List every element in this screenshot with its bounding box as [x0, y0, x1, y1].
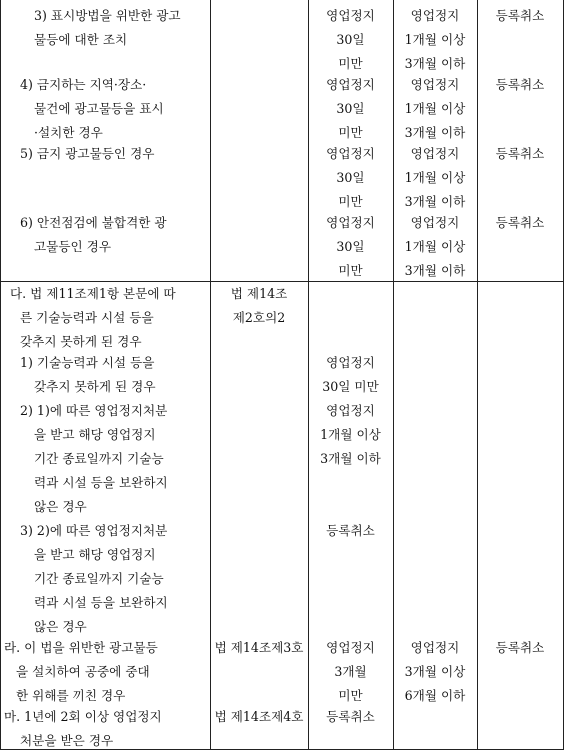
violation-description-line: 않은 경우	[34, 499, 87, 514]
third-violation-penalty: 등록취소	[495, 146, 545, 161]
violation-description-line: 고물등인 경우	[34, 239, 111, 254]
violation-description-line: 6) 안전점검에 불합격한 광	[20, 215, 167, 230]
violation-description-line: 갖추지 못하게 된 경우	[20, 334, 142, 349]
first-violation-penalty: 미만	[338, 194, 363, 209]
second-violation-penalty: 1개월 이상	[404, 32, 466, 47]
second-violation-penalty: 3개월 이하	[404, 125, 466, 140]
violation-description-line: 한 위해를 끼친 경우	[16, 688, 126, 703]
violation-description-line: 력과 시설 등을 보완하지	[34, 595, 168, 610]
violation-description-line: 마. 1년에 2회 이상 영업정지	[4, 709, 162, 724]
third-violation-penalty: 등록취소	[495, 215, 545, 230]
first-violation-penalty: 3개월	[334, 664, 367, 679]
first-violation-penalty: 영업정지	[326, 403, 375, 418]
violation-description-line: 른 기술능력과 시설 등을	[20, 310, 154, 325]
first-violation-penalty: 미만	[338, 688, 363, 703]
legal-basis-line: 법 제14조제3호	[214, 640, 304, 655]
violation-description-line: 력과 시설 등을 보완하지	[34, 475, 168, 490]
violation-description-line: 2) 1)에 따른 영업정지처분	[20, 403, 168, 418]
second-violation-penalty: 3개월 이하	[404, 194, 466, 209]
second-violation-penalty: 영업정지	[410, 146, 460, 161]
third-violation-penalty: 등록취소	[495, 640, 545, 655]
first-violation-penalty: 미만	[338, 263, 363, 278]
first-violation-penalty: 영업정지	[326, 77, 375, 92]
violation-description-line: 5) 금지 광고물등인 경우	[20, 146, 155, 161]
legal-basis-line: 법 제14조제4호	[214, 709, 304, 724]
violation-description-line: 않은 경우	[34, 619, 87, 634]
second-violation-penalty: 영업정지	[410, 640, 460, 655]
violation-description-line: 4) 금지하는 지역·장소·	[20, 77, 147, 92]
violation-description-line: 을 받고 해당 영업정지	[34, 427, 156, 442]
first-violation-penalty: 30일	[336, 32, 365, 47]
second-violation-penalty: 1개월 이상	[404, 239, 466, 254]
first-violation-penalty: 3개월 이하	[320, 451, 381, 466]
second-violation-penalty: 영업정지	[410, 8, 460, 23]
first-violation-penalty: 30일	[336, 101, 365, 116]
first-violation-penalty: 30일	[336, 170, 365, 185]
legal-basis-line: 제2호의2	[232, 310, 286, 325]
violation-description-line: 갖추지 못하게 된 경우	[34, 379, 156, 394]
violation-description-line: 물건에 광고물등을 표시	[34, 101, 164, 116]
violation-description-line: 라. 이 법을 위반한 광고물등	[4, 640, 158, 655]
violation-description-line: 을 설치하여 공중에 중대	[16, 664, 150, 679]
first-violation-penalty: 영업정지	[326, 215, 375, 230]
violation-description-line: 을 받고 해당 영업정지	[34, 547, 156, 562]
first-violation-penalty: 30일 미만	[322, 379, 379, 394]
violation-description-line: 물등에 대한 조치	[34, 32, 128, 47]
second-violation-penalty: 영업정지	[410, 77, 460, 92]
second-violation-penalty: 3개월 이상	[404, 664, 466, 679]
legal-basis-line: 법 제14조	[230, 286, 288, 301]
violation-description-line: ·설치한 경우	[34, 125, 103, 140]
violation-description-line: 1) 기술능력과 시설 등을	[20, 355, 155, 370]
first-violation-penalty: 미만	[338, 125, 363, 140]
second-violation-penalty: 3개월 이하	[404, 56, 466, 71]
violation-description-line: 기간 종료일까지 기술능	[34, 451, 164, 466]
first-violation-penalty: 등록취소	[326, 523, 375, 538]
violation-description-line: 기간 종료일까지 기술능	[34, 571, 164, 586]
third-violation-penalty: 등록취소	[495, 77, 545, 92]
second-violation-penalty: 6개월 이하	[404, 688, 466, 703]
first-violation-penalty: 30일	[336, 239, 365, 254]
table-left-border	[0, 0, 1, 750]
violation-description-line: 3) 표시방법을 위반한 광고	[34, 8, 181, 23]
third-violation-penalty: 등록취소	[495, 8, 545, 23]
first-violation-penalty: 1개월 이상	[320, 427, 381, 442]
violation-description-line: 처분을 받은 경우	[20, 733, 114, 748]
second-violation-penalty: 1개월 이상	[404, 101, 466, 116]
first-violation-penalty: 영업정지	[326, 8, 375, 23]
second-violation-penalty: 영업정지	[410, 215, 460, 230]
first-violation-penalty: 등록취소	[326, 709, 375, 724]
violation-description-line: 3) 2)에 따른 영업정지처분	[20, 523, 168, 538]
first-violation-penalty: 영업정지	[326, 146, 375, 161]
second-violation-penalty: 3개월 이하	[404, 263, 466, 278]
violation-description-line: 다. 법 제11조제1항 본문에 따	[10, 286, 176, 301]
first-violation-penalty: 영업정지	[326, 355, 375, 370]
first-violation-penalty: 미만	[338, 56, 363, 71]
first-violation-penalty: 영업정지	[326, 640, 375, 655]
second-violation-penalty: 1개월 이상	[404, 170, 466, 185]
